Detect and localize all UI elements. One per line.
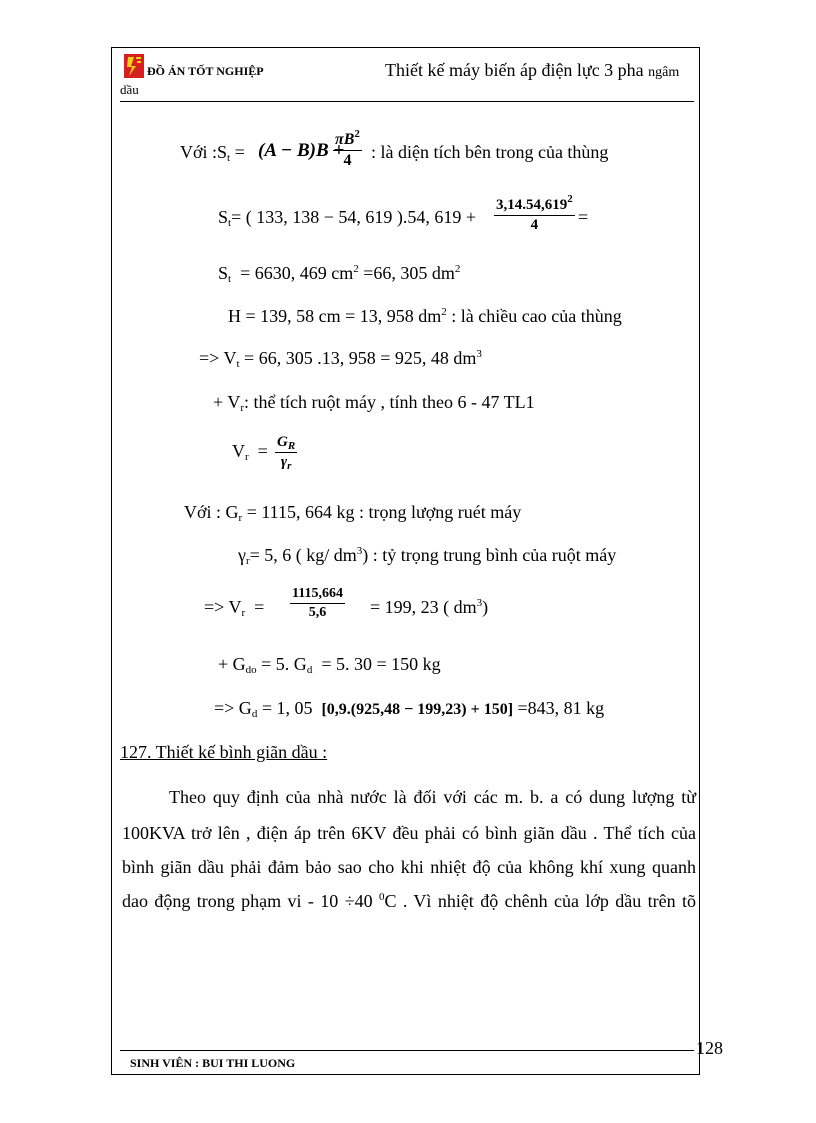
paragraph-line-2: 100KVA trở lên , điện áp trên 6KV đều phải có bình giãn dầu . Thể tích của bbox=[122, 823, 696, 843]
vr2-lhs: => $V_r$ = bbox=[204, 597, 265, 619]
st-expr: (A − B)B + bbox=[258, 140, 345, 161]
vr-lhs: $V_r$ = bbox=[232, 441, 268, 463]
st-prefix: Với $:S_t$ = bbox=[180, 142, 245, 164]
page-number: 128 bbox=[696, 1038, 723, 1058]
footer-rule bbox=[120, 1050, 694, 1051]
header-left-title: ĐỒ ÁN TỐT NGHIỆP bbox=[147, 64, 264, 78]
st3-result: $S_t = 6630$, 469 $cm^2 =66$, 305 $dm^2$ bbox=[218, 263, 461, 285]
height-line: H = 139, 58 cm = 13, 958 $dm^2$ : là chiều cao của thùng bbox=[228, 306, 622, 326]
vr-fraction: $\frac{G_R}{\gamma_r}$ bbox=[277, 434, 296, 472]
st-fraction: $\frac{\pi B^2}{4}$ bbox=[335, 128, 360, 169]
paragraph-line-4: dao động trong phạm vi - 10 ÷40 $^0$C . Vì nhiệt độ chênh của lớp dầu trên tõ bbox=[122, 891, 696, 911]
vr-intro: + $V_r$: thể tích ruột máy , tính theo 6 - 47 TL1 bbox=[213, 392, 535, 414]
header-rule bbox=[120, 101, 694, 102]
st2-fraction: $\frac{3,14.54,619^2}{4}$ bbox=[496, 193, 573, 233]
gd-line: => $G_d = 1$, 05 [0,9.(925,48 − 199,23) + 150] =843, 81 kg bbox=[214, 698, 605, 720]
paragraph-line-3: bình giãn dầu phải đảm bảo sao cho khi nhiệt độ của không khí xung quanh bbox=[122, 857, 696, 877]
gamma-line: $\gamma_r= 5$, 6 ( kg/ $dm^3$) : tỷ trọng trung bình của ruột máy bbox=[238, 545, 617, 567]
st2-tail: = bbox=[578, 207, 589, 227]
vr2-tail: = 199, 23 ( $dm^3$) bbox=[370, 597, 489, 617]
st2-expression: $S_t=$ ( 133, 138 − 54, 619 ).54, 619 + bbox=[218, 207, 477, 229]
header-right-title: Thiết kế máy biến áp điện lực 3 pha ngâm bbox=[385, 60, 680, 80]
logo-icon bbox=[124, 54, 144, 78]
gdo-line: + $G_{do} = 5$. $G_d = 5$. 30 = 150 kg bbox=[218, 654, 441, 676]
gr-line: Với : $G_r = 1115$, 664 kg : trọng lượng ruét máy bbox=[184, 502, 522, 524]
vr2-fraction: $\frac{1115,664}{5,6}$ bbox=[292, 586, 343, 620]
section-heading: 127. Thiết kế bình giãn dầu : bbox=[120, 742, 328, 762]
vt-line: => $V_t = 66$, 305 .13, 958 = 925, 48 $dm^3$ bbox=[199, 348, 482, 370]
paragraph-line-1: Theo quy định của nhà nước là đối với các m. b. a có dung lượng từ bbox=[169, 787, 696, 807]
footer-student: SINH VIÊN : BUI THI LUONG bbox=[130, 1056, 296, 1070]
header-continuation: dầu bbox=[120, 82, 139, 97]
st-description: : là diện tích bên trong của thùng bbox=[371, 142, 609, 162]
